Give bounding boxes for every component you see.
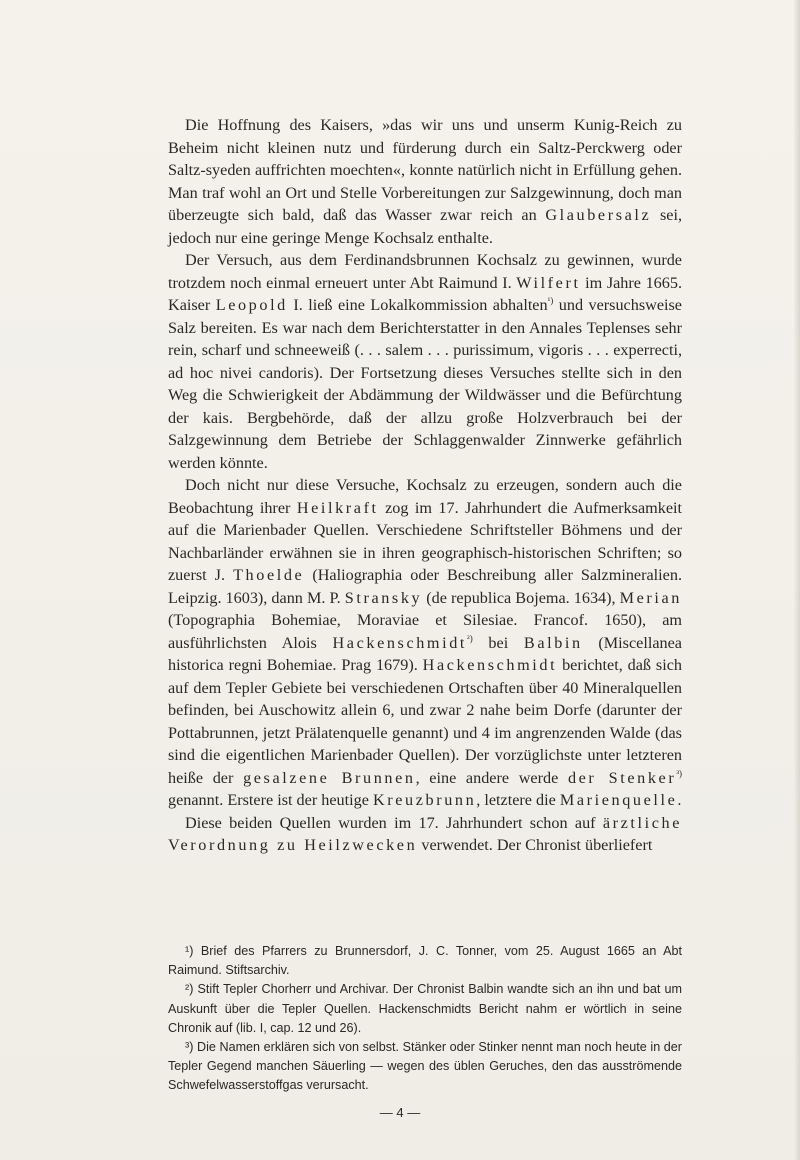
spaced-emphasis: der Stenker [567, 768, 677, 787]
body-text [168, 114, 682, 857]
paragraph [168, 474, 682, 812]
text-run: verwendet. Der Chronist überliefert [417, 836, 653, 854]
footnote: ³) Die Namen erklären sich von selbst. Stänker oder Stinker nennt man noch heute in der Tepler Gegend manchen Säuerling — wegen des üblen Geruches, den das ausströmende Schwefelwasserstoffgas verursacht. [168, 1040, 682, 1093]
text-run: Der Versuch, aus dem Ferdinandsbrunnen Kochsalz zu gewinnen, wurde trotzdem noch einmal erneuert unter Abt Raimund I. [168, 251, 682, 292]
spaced-emphasis: Stransky [344, 588, 423, 607]
footnote-marker: ²) [467, 633, 473, 644]
footnote-marker: ¹) [547, 295, 554, 306]
text-run: , eine andere werde [415, 768, 568, 787]
spaced-emphasis: Marienquelle [559, 791, 678, 809]
page-number: — 4 — [379, 1105, 421, 1120]
text-run: (Topographia Bohemiae, Moraviae et Silesiae. Francof. 1650), am ausführlichsten Alois [168, 611, 682, 652]
spaced-emphasis: Balbin [523, 633, 583, 652]
text-run: zog im 17. Jahrhundert die Aufmerksamkeit auf die Marienbader Quellen. Verschiedene Schriftsteller Böhmens und der Nachbarländer erwähnen sie in ihren geographisch-historischen Schriften; so zuerst J. [168, 498, 682, 584]
text-run: , letztere die [476, 791, 560, 809]
text-run: berichtet, daß sich auf dem Tepler Gebiete bei verschiedenen Ortschaften über 40 Mineralquellen befinden, bei Auschowitz allein 6, und zwar 2 nahe beim Dorfe (darunter der Pottabrunnen, jetzt Prälatenquelle genannt) und 4 im angrenzenden Walde (das sind die eigentlichen Marienbader Quellen). Der vorzüglichste unter letzteren heiße der [168, 656, 682, 787]
spaced-emphasis: Kreuzbrunn [372, 791, 477, 809]
footnotes [168, 942, 682, 1096]
text-run: und versuchsweise Salz bereiten. Es war nach dem Berichterstatter in den Annales Teplenses sehr rein, scharf und schneeweiß (. . . salem . . . purissimum, vigoris . . . experrecti, ad hoc nivei candoris). Der Fortsetzung dieses Versuches stellte sich in den Weg die Schwierigkeit der Abdämmung der Wildwässer und die Befürchtung der kais. Bergbehörde, daß der allzu große Holzverbrauch bei der Salzgewinnung dem Betriebe der Schlaggenwalder Zinnwerke gefährlich werden könnte. [168, 296, 682, 472]
spaced-emphasis: Hackenschmidt [332, 633, 468, 652]
text-run: I. ließ eine Lokalkommission abhalten [287, 296, 548, 314]
footnote: ²) Stift Tepler Chorherr und Archivar. Der Chronist Balbin wandte sich an ihn und bat um Auskunft über die Tepler Quellen. Hackenschmidts Bericht nahm er wörtlich in seine Chronik auf (lib. I, cap. 12 und 26). [168, 982, 682, 1035]
spaced-emphasis: Thoelde [233, 566, 305, 584]
spaced-emphasis: Merian [619, 588, 682, 607]
spaced-emphasis: ärztliche Verordnung zu Heilzwecken [168, 813, 682, 854]
spaced-emphasis: Wilfert [516, 273, 581, 292]
text-run: sei, jedoch nur eine geringe Menge Kochsalz enthalte. [168, 206, 682, 247]
text-run: (Haliographia oder Beschreibung aller Salzmineralien. Leipzig. 1603), dann M. P. [168, 566, 682, 607]
paragraph [168, 114, 682, 249]
text-run: Diese beiden Quellen wurden im 17. Jahrhundert schon auf [185, 813, 603, 832]
footnote: ¹) Brief des Pfarrers zu Brunnersdorf, J. C. Tonner, vom 25. August 1665 an Abt Raimund. Stiftsarchiv. [168, 944, 682, 978]
spaced-emphasis: Leopold [215, 296, 288, 314]
spaced-emphasis: gesalzene Brunnen [243, 768, 416, 787]
page-edge-shadow [794, 0, 800, 1160]
spaced-emphasis: Glaubersalz [545, 206, 652, 224]
paragraph [168, 249, 682, 474]
footnote-marker: ³) [676, 768, 683, 779]
text-run: . [677, 791, 682, 809]
text-run: bei [472, 633, 524, 652]
text-run: im Jahre 1665. Kaiser [168, 273, 682, 314]
spaced-emphasis: Heilkraft [296, 498, 379, 517]
text-run: Doch nicht nur diese Versuche, Kochsalz zu erzeugen, sondern auch die Beobachtung ihrer [168, 476, 682, 517]
text-run: genannt. Erstere ist der heutige [168, 791, 373, 809]
text-run: (de republica Bojema. 1634), [422, 588, 620, 607]
text-run: Die Hoffnung des Kaisers, »das wir uns und unserm Kunig-Reich zu Beheim nicht kleinen nutz und fürderung durch ein Saltz-Perckwerg oder Saltz-syeden auffrichten moechten«, konnte natürlich nicht in Erfüllung gehen. Man traf wohl an Ort und Stelle Vorbereitungen zur Salzgewinnung, doch man überzeugte sich bald, daß das Wasser zwar reich an [168, 116, 682, 224]
text-run: (Miscellanea historica regni Bohemiae. Prag 1679). [168, 633, 682, 674]
spaced-emphasis: Hackenschmidt [422, 656, 558, 674]
paragraph [168, 812, 682, 857]
